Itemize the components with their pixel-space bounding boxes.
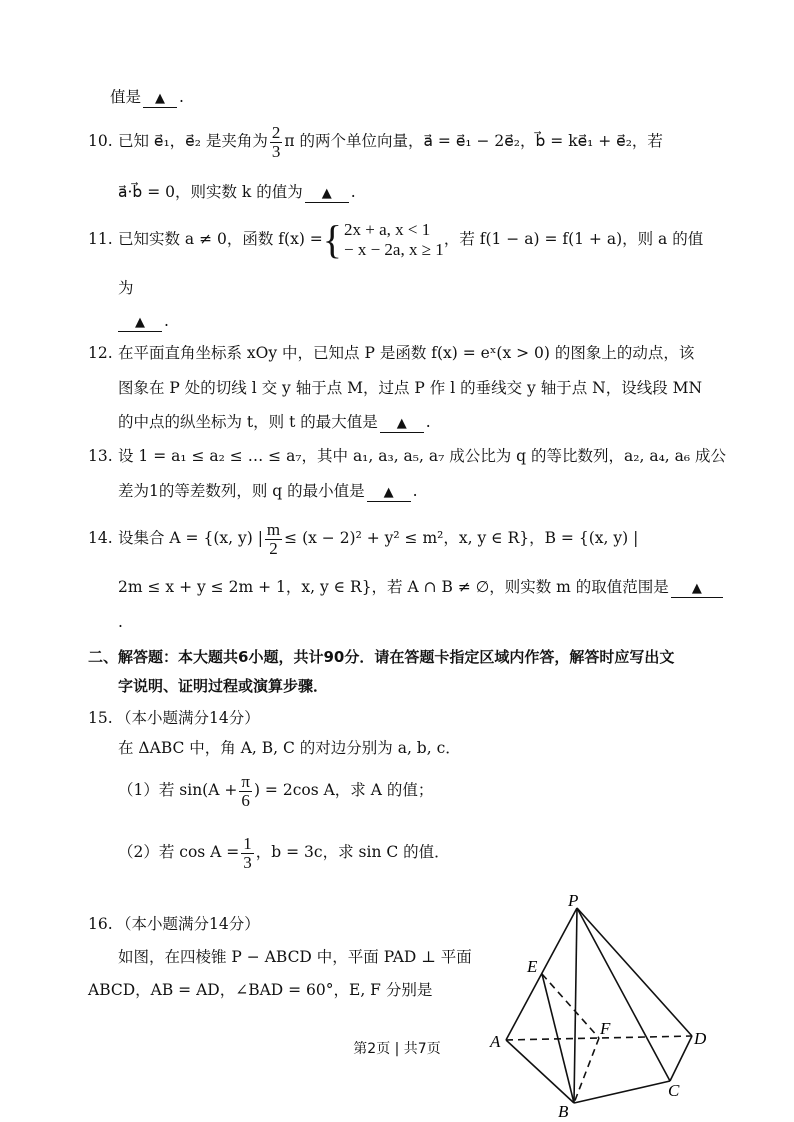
text: . (350, 183, 356, 201)
edge-PB (574, 908, 577, 1103)
text: 设集合 A = {(x, y) | (118, 529, 263, 547)
score-note: （本小题满分14分） (116, 915, 260, 933)
text: a⃗·b⃗ = 0，则实数 k 的值为 (118, 183, 303, 201)
text: 的中点的纵坐标为 t，则 t 的最大值是 (118, 413, 378, 431)
text: 差为1的等差数列，则 q 的最小值是 (118, 482, 365, 500)
label-F: F (600, 1019, 611, 1038)
denominator: 2 (269, 538, 278, 558)
label-E: E (527, 957, 538, 976)
piecewise-function: { 2x + a, x < 1 − x − 2a, x ≥ 1 (322, 217, 444, 262)
label-A: A (490, 1032, 501, 1051)
q13-line1: 设 1 = a₁ ≤ a₂ ≤ … ≤ a₇，其中 a₁, a₃, a₅, a₇ 成公比为 q 的等比数列，a₂, a₄, a₆ 成公 (118, 447, 727, 465)
page-footer: 第2页 | 共7页 (353, 1041, 441, 1057)
answer-blank: ▲ (305, 186, 349, 203)
numerator: 2 (271, 122, 281, 142)
text: . (412, 482, 418, 500)
q16-line2: ABCD，AB = AD，∠BAD = 60°，E, F 分别是 (88, 981, 433, 999)
q16-line1: 如图，在四棱锥 P − ABCD 中，平面 PAD ⊥ 平面 (118, 948, 472, 966)
question-number: 12. (88, 344, 113, 362)
question-number: 11. (88, 230, 113, 248)
text: （2）若 cos A = (118, 843, 240, 861)
text: ，若 f(1 − a) = f(1 + a)，则 a 的值 (443, 230, 704, 248)
answer-blank: ▲ (118, 315, 162, 332)
question-number: 14. (88, 529, 113, 547)
question-number: 15. (88, 709, 113, 727)
text: . (179, 88, 184, 106)
text: ，b = 3c，求 sin C 的值． (255, 843, 450, 861)
text: ≤ (x − 2)² + y² ≤ m²，x, y ∈ R}，B = {(x, y) | (284, 529, 639, 547)
q11-line2: 为 (118, 279, 134, 297)
numerator: π (241, 771, 250, 791)
numerator: m (266, 519, 281, 539)
q12-line1: 在平面直角坐标系 xOy 中，已知点 P 是函数 f(x) = eˣ(x > 0) 的图象上的动点，该 (118, 344, 695, 362)
section-heading: 二、解答题：本大题共6小题，共计90分．请在答题卡指定区域内作答，解答时应写出文 (88, 648, 675, 666)
label-B: B (558, 1102, 569, 1121)
case: − x − 2a, x ≥ 1 (344, 240, 444, 259)
text: . (164, 312, 169, 330)
edge-BC (574, 1081, 670, 1103)
edge-PD (577, 908, 692, 1036)
question-number: 10. (88, 132, 113, 150)
question-number: 13. (88, 447, 113, 465)
answer-blank: ▲ (143, 91, 177, 108)
text: ) = 2cos A，求 A 的值； (253, 781, 434, 799)
section-heading-cont: 字说明、证明过程或演算步骤． (118, 677, 329, 695)
q15-stem: 在 ΔABC 中，角 A, B, C 的对边分别为 a, b, c． (118, 739, 461, 757)
numerator: 1 (243, 833, 252, 853)
label-C: C (668, 1081, 680, 1100)
text: 已知实数 a ≠ 0，函数 f(x) = (118, 230, 323, 248)
text: 已知 e⃗₁，e⃗₂ 是夹角为 (118, 132, 268, 150)
denominator: 6 (241, 790, 250, 810)
answer-blank: ▲ (380, 416, 424, 433)
text: 值是 (110, 88, 142, 106)
question-number: 16. (88, 915, 113, 933)
text: 2m ≤ x + y ≤ 2m + 1，x, y ∈ R}，若 A ∩ B ≠ ∅，则实数 m 的取值范围是 (118, 578, 669, 596)
case: 2x + a, x < 1 (344, 220, 431, 239)
label-D: D (694, 1029, 707, 1048)
denominator: 3 (243, 852, 252, 872)
answer-blank: ▲ (671, 581, 723, 598)
text: . (425, 413, 431, 431)
denominator: 3 (271, 141, 281, 161)
label-P: P (568, 891, 579, 910)
text: （1）若 sin(A + (118, 781, 238, 799)
q12-line2: 图象在 P 处的切线 l 交 y 轴于点 M，过点 P 作 l 的垂线交 y 轴于点 N，设线段 MN (118, 379, 703, 397)
edge-PA (506, 908, 577, 1040)
score-note: （本小题满分14分） (116, 709, 260, 727)
q14-line3: . (118, 613, 123, 631)
answer-blank: ▲ (367, 485, 411, 502)
text: π 的两个单位向量，a⃗ = e⃗₁ − 2e⃗₂，b⃗ = ke⃗₁ + e⃗₂，若 (284, 132, 663, 150)
